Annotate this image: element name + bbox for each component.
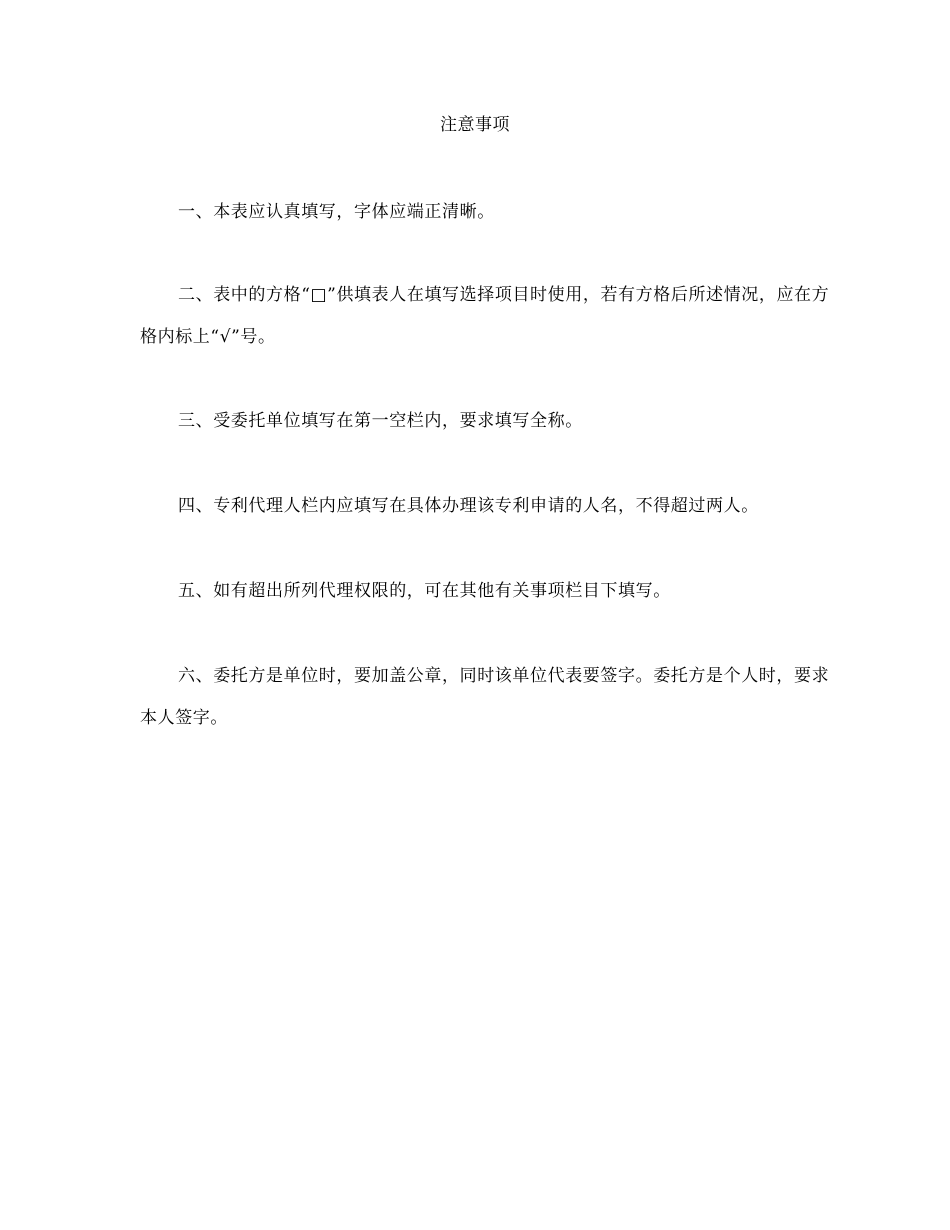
notice-item-4: 四、专利代理人栏内应填写在具体办理该专利申请的人名，不得超过两人。 bbox=[178, 496, 759, 516]
notice-item-5: 五、如有超出所列代理权限的，可在其他有关事项栏目下填写。 bbox=[178, 581, 671, 601]
notice-item-6: 六、委托方是单位时，要加盖公章，同时该单位代表要签字。委托方是个人时，要求本人签字。 bbox=[140, 666, 830, 728]
notice-item-3: 三、受委托单位填写在第一空栏内，要求填写全称。 bbox=[178, 411, 583, 431]
notice-item-2: 二、表中的方格“□”供填表人在填写选择项目时使用，若有方格后所述情况，应在方格内标上“√”号。 bbox=[140, 285, 830, 347]
notice-item-1: 一、本表应认真填写，字体应端正清晰。 bbox=[178, 202, 495, 222]
page-title: 注意事项 bbox=[440, 115, 510, 135]
